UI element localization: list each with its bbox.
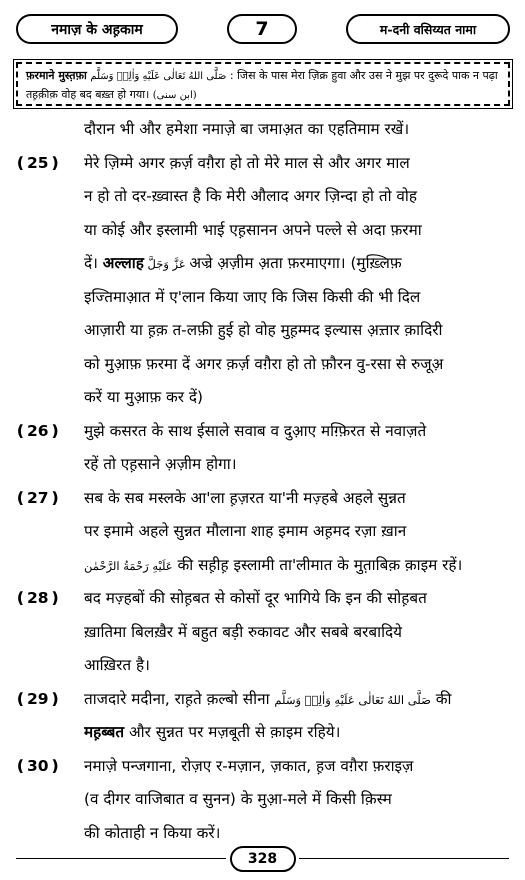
hadith-box xyxy=(16,62,510,106)
paragraph-number: ❪29❫ xyxy=(14,689,62,708)
paragraph-29 xyxy=(14,683,514,750)
paragraph-number: ❪25❫ xyxy=(14,153,62,172)
hadith-label: फ़रमाने मुस्त़फ़ा xyxy=(26,69,87,82)
p25-line-1: मेरे ज़िम्मे अगर क़र्ज़ वग़ैरा हो तो मेरे माल से और अगर माल xyxy=(84,153,410,172)
arabic-honorific: عَزَّ وَجَلَّ xyxy=(143,257,190,271)
hadith-reference: (ابن سنی) xyxy=(152,90,197,101)
allah-word: अल्लाह xyxy=(102,254,144,272)
paragraph-number: ❪26❫ xyxy=(14,421,62,440)
header-chapter-number: 7 xyxy=(227,14,297,44)
p27-line-1: सब के सब मस्लके आ'ला ह़ज़रत या'नी मज़्हबे अहले सुन्नत xyxy=(84,488,406,507)
p25-line-4 xyxy=(84,247,514,281)
p25-line-7: को मुआ़फ़ फ़रमा दें अगर क़र्ज़ वग़ैरा हो तो फ़ौरन वु-रसा से रुजूअ़ xyxy=(84,354,444,373)
p29-line-1b: की xyxy=(430,689,452,708)
hadith-text-2: तह़क़ीक़ वोह बद बख़्त हो गया। xyxy=(26,88,153,101)
p28-line-3: आख़िरत है। xyxy=(84,656,150,674)
p29-line-2 xyxy=(84,716,514,750)
footer-rule-left xyxy=(16,858,226,859)
body-text xyxy=(14,113,514,850)
paragraph-number: ❪28❫ xyxy=(14,589,62,607)
p27-line-3 xyxy=(84,549,514,583)
hadith-salawat: صَلَّى اللهُ تَعَالٰى عَلَيْهِ وَاٰلِهٖ وَسَلَّم xyxy=(90,71,227,82)
p30-line-1: नमाज़े पन्जगाना, रोज़ए र-मज़ान, ज़कात, ह़ज वग़ैरा फ़राइज़ xyxy=(84,756,414,775)
header-book-title: नमाज़ के अह़काम xyxy=(16,14,178,44)
footer-rule-right xyxy=(299,858,509,859)
p25-line-6: आज़ारी या ह़क़ त-लफ़ी हुई हो वोह मुह़म्मद इल्यास अ़त्त़ार क़ादिरी xyxy=(84,321,443,339)
p29-line-2-text: और सुन्नत पर मज़बूती से क़ाइम रहिये। xyxy=(124,723,341,741)
p27-line-2: पर इमामे अहले सुन्नत मौलाना शाह इमाम अह़मद रज़ा ख़ान xyxy=(84,522,407,540)
p27-line-3-text: की सह़ीह़ इस्लामी ता'लीमात के मुत़ाबिक़ क़ाइम रहें। xyxy=(172,555,463,574)
page-number: 328 xyxy=(230,846,296,872)
p25-line-4b: अज्रे अ़ज़ीम अ़ता फ़रमाएगा। (मुख़्लिफ़ xyxy=(189,254,402,272)
arabic-salawat: صَلَّى اللهُ تَعَالٰى عَلَيْهِ وَاٰلِهٖ وَسَلَّم xyxy=(274,692,431,707)
paragraph-number: ❪30❫ xyxy=(14,756,62,775)
p28-line-1: बद मज़्हबों की सोह़बत से कोसों दूर भागिये कि इन की सोह़बत xyxy=(84,589,427,607)
p29-line-1 xyxy=(84,683,514,717)
p26-line-2: रहें तो एह़साने अ़ज़ीम होगा। xyxy=(84,455,237,473)
p25-line-3: या कोई और इस्लामी भाई एह़सानन अपने पल्ले से अदा फ़रमा xyxy=(84,220,422,239)
intro-line: दौरान भी और हमेशा नमाज़े बा जमाअ़त का एहतिमाम रखें। xyxy=(84,120,410,138)
arabic-honorific: عَلَيْهِ رَحْمَةُ الرَّحْمٰن xyxy=(84,558,173,573)
hadith-text-1: : जिस के पास मेरा ज़िक्र हुवा और उस ने मुझ पर दुरूदे पाक न पढ़ा xyxy=(229,69,498,82)
hadith-line-1 xyxy=(26,67,500,86)
p25-line-5: इज्तिमाआ़त में ए'लान किया जाए कि जिस किसी की भी दिल xyxy=(84,287,421,306)
paragraph-28 xyxy=(14,582,514,683)
paragraph-27 xyxy=(14,482,514,583)
bold-word-mahabbat: मह़ब्बत xyxy=(84,723,125,741)
p28-line-2: ख़ातिमा बिलख़ैर में बहुत बड़ी रुकावट और सबबे बरबादिये xyxy=(84,622,403,641)
hadith-line-2 xyxy=(26,86,500,105)
paragraph-25 xyxy=(14,147,514,415)
paragraph-26 xyxy=(14,415,514,482)
p25-line-4a: दें। xyxy=(84,254,103,272)
p30-line-3: की कोताही न किया करें। xyxy=(84,823,221,842)
p25-line-8: करें या मुआ़फ़ कर दें) xyxy=(84,388,203,406)
p25-line-2: न हो तो दर-ख़्वास्त है कि मेरी औलाद अगर ज़िन्दा हो तो वोह xyxy=(84,187,417,205)
paragraph-30 xyxy=(14,750,514,851)
p30-line-2: (व दीगर वाजिबात व सुनन) के मुआ़-मले में किसी क़िस्म xyxy=(84,790,392,808)
p29-line-1a: ताजदारे मदीना, राह़ते क़ल्बो सीना xyxy=(84,689,275,708)
header-section-title: म-दनी वसिय्यत नामा xyxy=(346,14,510,44)
p26-line-1: मुझे कसरत के साथ ईसाले सवाब व दुआ़ए मग़्फ़िरत से नवाज़ते xyxy=(84,421,427,440)
paragraph-number: ❪27❫ xyxy=(14,488,62,507)
